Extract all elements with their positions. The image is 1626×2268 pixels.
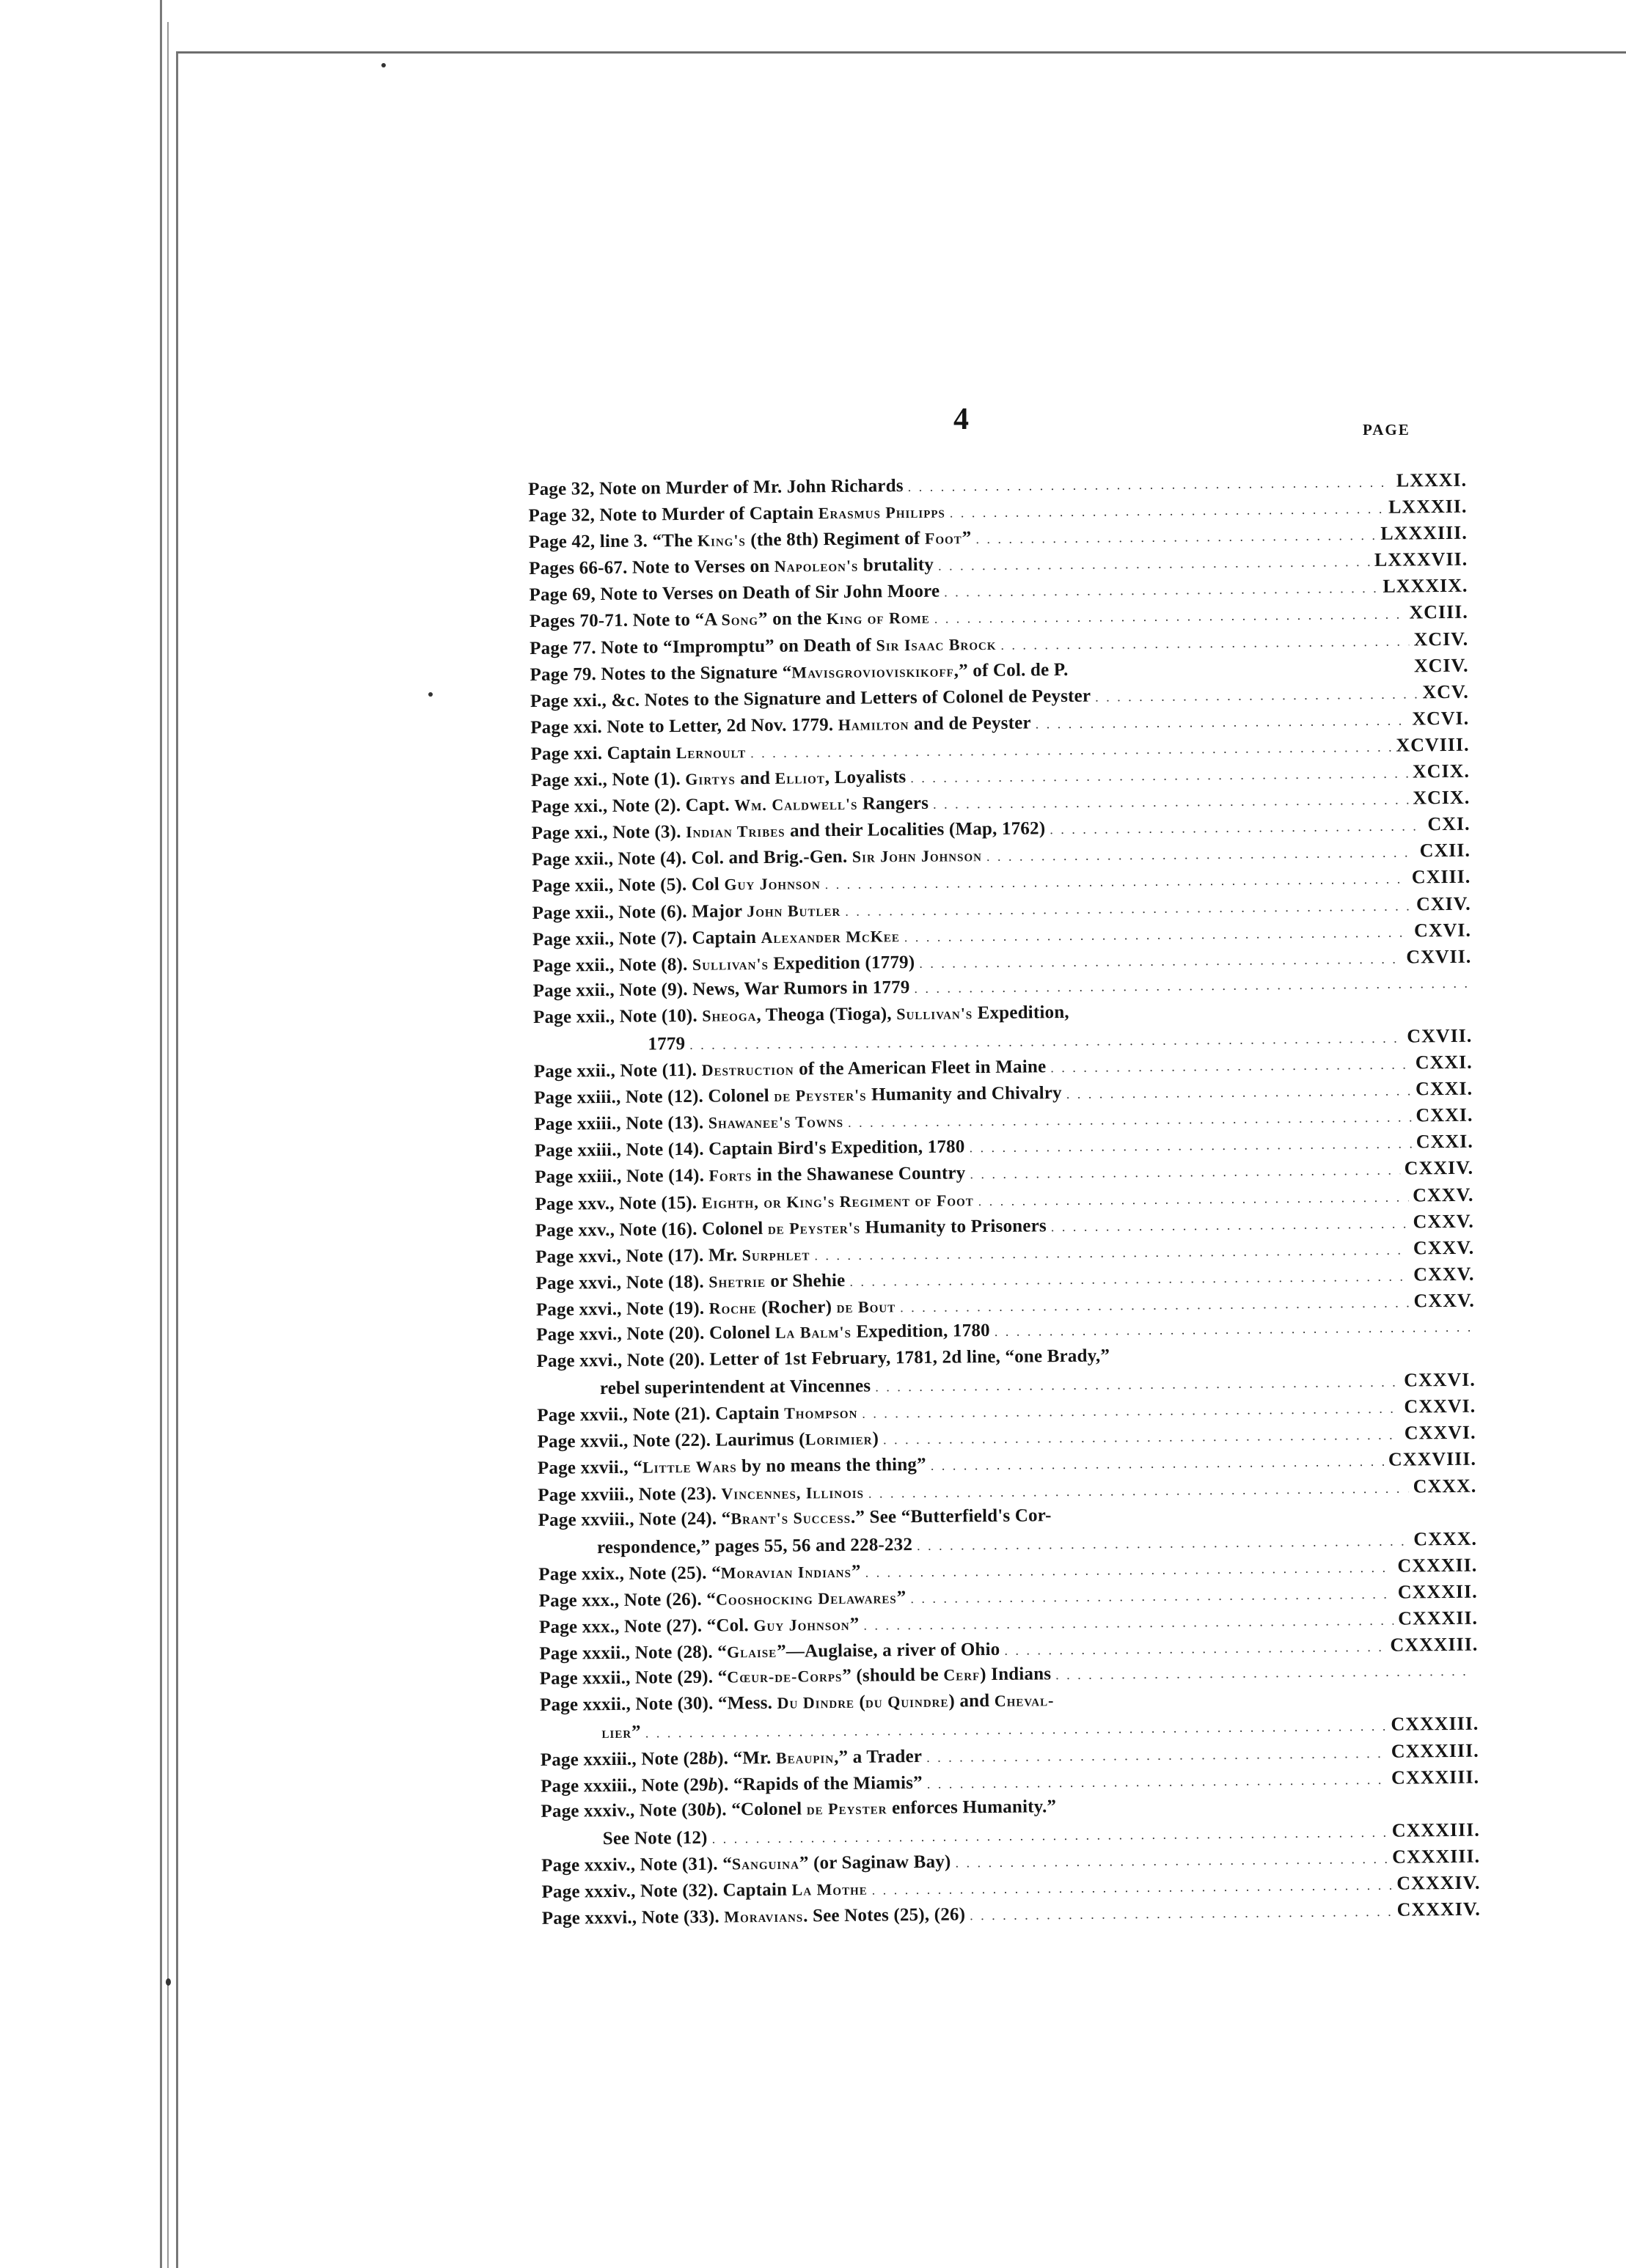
toc-entry-page-ref: CXXX. xyxy=(1413,1475,1477,1497)
toc-entry-text: Page xxiii., Note (14). Forts in the Shawanese Country xyxy=(535,1163,966,1188)
dot-leader xyxy=(926,1745,1387,1765)
toc-entry-text: Page xxxii., Note (29). “Cœur-de-Corps” (should be Cerf) Indians xyxy=(539,1664,1052,1689)
toc-entry-text: Page xxxiii., Note (29b). “Rapids of the Miamis” xyxy=(540,1772,923,1797)
toc-entry-text: Page xxxiv., Note (30b). “Colonel de Peyster enforces Humanity.” xyxy=(541,1796,1057,1821)
toc-entry-text: Page xxii., Note (11). Destruction of the American Fleet in Maine xyxy=(533,1057,1047,1082)
dot-leader xyxy=(872,1878,1393,1898)
dot-leader xyxy=(970,1904,1393,1924)
toc-entry-page-ref: CXXX. xyxy=(1413,1527,1478,1550)
toc-entry-page-ref: LXXXI. xyxy=(1396,469,1468,491)
toc-entry-text: Page xxvii., Note (21). Captain Thompson xyxy=(537,1403,858,1426)
toc-entry-text: Page xxv., Note (15). Eighth, or King's Regiment of Foot xyxy=(535,1190,974,1214)
toc-entry-text: Page xxxii., Note (28). “Glaise”—Auglaise, a river of Ohio xyxy=(539,1640,1000,1665)
toc-entry-page-ref: CXI. xyxy=(1427,812,1471,835)
toc-entry-page-ref: CXXIV. xyxy=(1404,1157,1474,1180)
dot-leader xyxy=(645,1719,1387,1742)
dot-leader xyxy=(1056,1516,1473,1520)
toc-entry-page-ref: CXII. xyxy=(1419,840,1471,862)
toc-entry-page-ref: CXVII. xyxy=(1406,945,1472,968)
dot-leader xyxy=(970,1163,1399,1183)
toc-entry-page-ref: CXXI. xyxy=(1416,1104,1473,1126)
toc-entry-text: Page 69, Note to Verses on Death of Sir John Moore xyxy=(529,581,940,606)
table-of-contents xyxy=(528,469,1481,1934)
dot-leader xyxy=(931,1454,1384,1474)
toc-entry-page-ref: CXIII. xyxy=(1411,866,1471,888)
toc-entry-page-ref: CXXI. xyxy=(1415,1051,1473,1074)
toc-entry-text: Page xxvi., Note (20). Letter of 1st February, 1781, 2d line, “one Brady,” xyxy=(536,1346,1110,1372)
toc-entry-text: Page 42, line 3. “The King's (the 8th) Regiment of Foot” xyxy=(528,528,972,553)
toc-entry-text: Page xxxiv., Note (32). Captain La Mothe xyxy=(541,1879,868,1902)
toc-entry-text: Page xxii., Note (9). News, War Rumors in 1779 xyxy=(532,977,910,1001)
toc-entry-text: Page xxvi., Note (20). Colonel La Balm's Expedition, 1780 xyxy=(536,1321,990,1345)
toc-entry-page-ref: CXXXIII. xyxy=(1391,1766,1480,1788)
toc-entry-text: Page xxiii., Note (12). Colonel de Peyster's Humanity and Chivalry xyxy=(533,1083,1062,1109)
toc-entry-text: respondence,” pages 55, 56 and 228-232 xyxy=(596,1534,913,1557)
toc-entry-page-ref: CXXVI. xyxy=(1403,1368,1476,1391)
toc-entry-text: 1779 xyxy=(648,1033,686,1054)
toc-entry-page-ref: LXXXII. xyxy=(1388,495,1468,518)
toc-entry-page-ref: CXXXIII. xyxy=(1391,1845,1481,1868)
toc-entry-text: Pages 66-67. Note to Verses on Napoleon's brutality xyxy=(529,554,934,579)
dot-leader xyxy=(900,1295,1410,1315)
dot-leader xyxy=(1058,1702,1474,1706)
dot-leader xyxy=(927,1772,1388,1791)
dot-leader xyxy=(845,898,1412,919)
dot-leader xyxy=(875,1375,1399,1395)
toc-entry-text: Page 32, Note on Murder of Mr. John Richards xyxy=(528,476,904,499)
dot-leader xyxy=(1061,1808,1475,1811)
page-column-header: PAGE xyxy=(1363,421,1410,438)
toc-entry-page-ref: XCVI. xyxy=(1412,707,1470,730)
toc-entry-page-ref: CXXV. xyxy=(1413,1210,1474,1233)
dot-leader xyxy=(995,1320,1471,1340)
toc-entry-page-ref: CXXV. xyxy=(1413,1289,1475,1312)
dot-leader xyxy=(933,793,1408,812)
toc-entry-text: Page xxii., Note (7). Captain Alexander McKee xyxy=(532,926,900,950)
toc-entry-text: Page xxvii., Note (22). Laurimus (Lorimier) xyxy=(537,1428,879,1453)
dot-leader xyxy=(919,951,1402,971)
dot-leader xyxy=(969,1137,1412,1156)
toc-entry-page-ref: XCIV. xyxy=(1413,654,1469,677)
dot-leader xyxy=(868,1480,1409,1501)
toc-entry-text: See Note (12) xyxy=(602,1827,708,1849)
scan-speck xyxy=(166,1978,171,1986)
toc-entry-text: Page xxi. Note to Letter, 2d Nov. 1779. Hamilton and de Peyster xyxy=(530,713,1031,738)
toc-entry-page-ref: XCVIII. xyxy=(1396,733,1470,756)
scan-speck xyxy=(381,63,386,67)
toc-entry-page-ref: CXXI. xyxy=(1416,1131,1473,1153)
dot-leader xyxy=(914,976,1467,997)
toc-entry-page-ref: CXXV. xyxy=(1413,1263,1475,1285)
toc-entry-text: Page xxii., Note (5). Col Guy Johnson xyxy=(532,874,821,897)
dot-leader xyxy=(750,740,1391,761)
dot-leader xyxy=(689,1031,1402,1053)
dot-leader xyxy=(1095,686,1418,705)
toc-entry-page-ref: CXXVIII. xyxy=(1388,1448,1477,1471)
toc-entry-text: Page xxv., Note (16). Colonel de Peyster's Humanity to Prisoners xyxy=(535,1215,1047,1241)
toc-entry-text: Page xxvi., Note (19). Roche (Rocher) de Bout xyxy=(535,1296,896,1320)
dot-leader xyxy=(910,1587,1394,1607)
toc-entry-text: Page xxii., Note (8). Sullivan's Expedition (1779) xyxy=(532,952,915,976)
scan-speck xyxy=(428,692,433,697)
dot-leader xyxy=(1073,672,1410,675)
toc-entry-page-ref: CXXXIV. xyxy=(1396,1898,1481,1920)
toc-entry-page-ref: CXIV. xyxy=(1416,892,1471,914)
toc-entry-text: rebel superintendent at Vincennes xyxy=(599,1376,871,1399)
toc-entry-page-ref: CXXXIV. xyxy=(1396,1871,1481,1894)
dot-leader xyxy=(863,1613,1394,1634)
dot-leader xyxy=(986,845,1416,865)
dot-leader xyxy=(917,1533,1409,1553)
toc-entry-page-ref: CXXXIII. xyxy=(1391,1739,1479,1762)
dot-leader xyxy=(712,1825,1388,1847)
toc-entry-text: Page 79. Notes to the Signature “Mavisgrovioviskikoff,” of Col. de P. xyxy=(530,659,1069,685)
dot-leader xyxy=(910,766,1408,787)
toc-entry-text: Page xxi., Note (1). Girtys and Elliot, Loyalists xyxy=(530,767,907,791)
dot-leader xyxy=(934,607,1405,627)
toc-entry-page-ref: CXXV. xyxy=(1413,1183,1474,1205)
toc-entry-page-ref: CXXXIII. xyxy=(1391,1819,1480,1841)
toc-entry-text: Page xxix., Note (25). “Moravian Indians” xyxy=(538,1561,861,1585)
toc-entry-text: Page xxviii., Note (23). Vincennes, Illinois xyxy=(538,1483,865,1505)
toc-entry-page-ref: CXXXII. xyxy=(1397,1580,1478,1603)
toc-entry-text: Page xxxiv., Note (31). “Sanguina” (or Saginaw Bay) xyxy=(541,1852,951,1876)
dot-leader xyxy=(848,1110,1412,1131)
dot-leader xyxy=(1051,1216,1409,1235)
toc-entry-text: Page xxiii., Note (14). Captain Bird's Expedition, 1780 xyxy=(534,1137,965,1161)
toc-entry-text: Page 32, Note to Murder of Captain Erasmus Philipps xyxy=(528,502,945,526)
dot-leader xyxy=(849,1269,1409,1289)
toc-entry-text: Page xxvi., Note (17). Mr. Surphlet xyxy=(535,1244,810,1267)
toc-entry-text: Page 77. Note to “Impromptu” on Death of Sir Isaac Brock xyxy=(530,634,997,658)
toc-entry-text: Page xxxiii., Note (28b). “Mr. Beaupin,” a Trader xyxy=(540,1746,923,1770)
toc-entry-text: Page xxvi., Note (18). Shetrie or Shehie xyxy=(535,1270,846,1293)
toc-entry-text: Page xxi. Captain Lernoult xyxy=(530,743,747,764)
toc-entry-page-ref: XCV. xyxy=(1422,680,1469,703)
dot-leader xyxy=(978,1189,1409,1209)
dot-leader xyxy=(944,581,1378,601)
toc-entry-text: Page xxii., Note (10). Sheoga, Theoga (Tioga), Sullivan's Expedition, xyxy=(532,1002,1069,1027)
toc-entry-text: lier” xyxy=(601,1722,641,1743)
page-number: 4 xyxy=(953,403,969,436)
toc-entry-page-ref: CXXI. xyxy=(1415,1077,1473,1100)
dot-leader xyxy=(862,1401,1399,1422)
dot-leader xyxy=(1000,634,1409,653)
dot-leader xyxy=(975,528,1376,547)
toc-entry-text: Page xxiii., Note (13). Shawanee's Towns xyxy=(534,1112,844,1135)
left-scan-edge-inner xyxy=(167,22,169,2268)
toc-entry-page-ref: CXXVI. xyxy=(1404,1395,1476,1417)
toc-entry-page-ref: XCIV. xyxy=(1413,628,1469,650)
dot-leader xyxy=(825,872,1407,893)
dot-leader xyxy=(938,554,1370,574)
toc-entry-text: Page xxvii., “Little Wars by no means the thing” xyxy=(537,1455,926,1479)
toc-entry-text: Pages 70-71. Note to “A Song” on the King of Rome xyxy=(529,609,930,632)
toc-entry-text: Page xxx., Note (27). “Col. Guy Johnson” xyxy=(538,1614,860,1637)
toc-entry-text: Page xxi., Note (2). Capt. Wm. Caldwell's Rangers xyxy=(531,793,929,818)
toc-entry-text: Page xxi., &c. Notes to the Signature and Letters of Colonel de Peyster xyxy=(530,686,1091,711)
toc-entry-page-ref: XCIII. xyxy=(1409,601,1468,623)
toc-entry-page-ref: CXXXII. xyxy=(1398,1607,1479,1629)
left-scan-edge xyxy=(160,0,162,2268)
toc-entry-text: Page xxxii., Note (30). “Mess. Du Dindre (du Quindre) and Cheval- xyxy=(539,1691,1055,1716)
dot-leader xyxy=(904,925,1410,945)
dot-leader xyxy=(1114,1358,1471,1362)
toc-entry-page-ref: CXXXIII. xyxy=(1391,1713,1479,1736)
dot-leader xyxy=(1004,1640,1385,1659)
dot-leader xyxy=(1055,1664,1474,1683)
toc-entry-page-ref: LXXXIII. xyxy=(1380,521,1468,545)
toc-entry-page-ref: CXVII. xyxy=(1407,1024,1473,1047)
toc-entry-page-ref: XCIX. xyxy=(1413,786,1471,809)
toc-entry-text: Page xxi., Note (3). Indian Tribes and their Localities (Map, 1762) xyxy=(531,818,1046,844)
toc-entry-page-ref: XCIX. xyxy=(1412,760,1471,782)
dot-leader xyxy=(1050,1057,1411,1076)
toc-entry-page-ref: LXXXIX. xyxy=(1383,575,1468,598)
toc-entry-page-ref: CXXXIII. xyxy=(1390,1633,1479,1656)
toc-entry-page-ref: CXXVI. xyxy=(1404,1422,1476,1444)
toc-entry-text: Page xxxvi., Note (33). Moravians. See Notes (25), (26) xyxy=(541,1904,966,1928)
dot-leader xyxy=(908,475,1392,495)
dot-leader xyxy=(950,502,1384,521)
toc-entry-page-ref: CXXV. xyxy=(1413,1236,1475,1259)
dot-leader xyxy=(814,1242,1409,1263)
dot-leader xyxy=(1074,1014,1468,1018)
toc-entry-text: Page xxii., Note (4). Col. and Brig.-Gen. Sir John Johnson xyxy=(531,846,983,870)
toc-entry-page-ref: CXVI. xyxy=(1413,919,1472,942)
dot-leader xyxy=(955,1852,1388,1871)
toc-entry-page-ref: CXXXII. xyxy=(1397,1554,1478,1577)
dot-leader xyxy=(1050,819,1423,838)
toc-entry-text: Page xxx., Note (26). “Cooshocking Delawares” xyxy=(538,1588,907,1611)
toc-entry-text: Page xxviii., Note (24). “Brant's Success.” See “Butterfield's Cor- xyxy=(538,1505,1052,1530)
dot-leader xyxy=(1036,713,1408,732)
dot-leader xyxy=(865,1560,1394,1581)
dot-leader xyxy=(1066,1084,1412,1103)
toc-entry-page-ref: LXXXVII. xyxy=(1374,548,1468,571)
toc-entry-text: Page xxii., Note (6). Major John Butler xyxy=(532,900,841,923)
dot-leader xyxy=(883,1428,1400,1448)
